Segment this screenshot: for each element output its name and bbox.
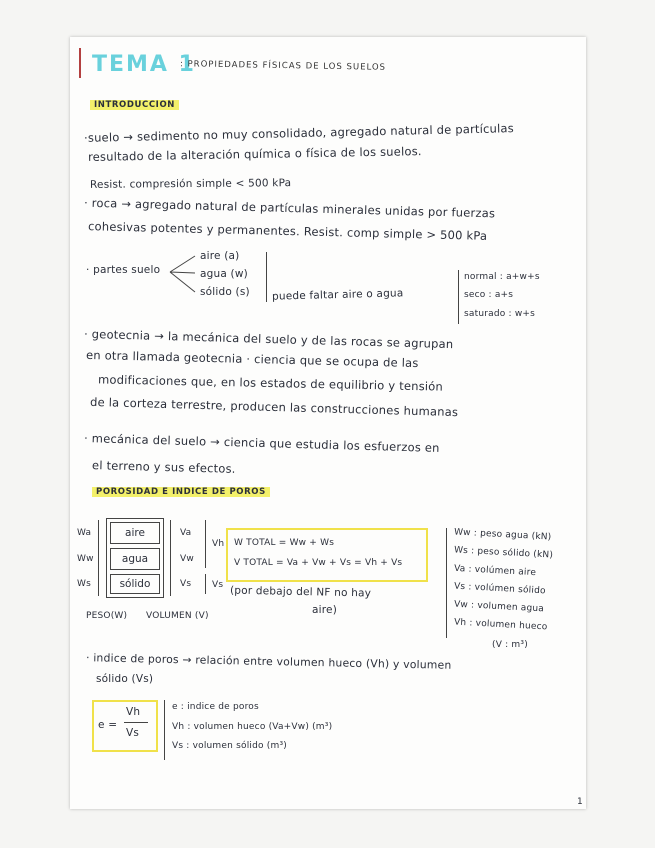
roca-line-2: cohesivas potentes y permanentes. Resist. comp simple > 500 kPa <box>87 219 488 243</box>
label-ws: Ws <box>77 579 91 589</box>
formula-denominator: Vs <box>126 727 140 739</box>
suelo-line-1: ·suelo → sedimento no muy consolidado, agregado natural de partículas <box>83 121 515 145</box>
page-number: 1 <box>577 797 583 807</box>
legend-unit: (V : m³) <box>492 640 528 650</box>
geotecnia-line-2: en otra llamada geotecnia · ciencia que se ocupa de las <box>85 347 419 371</box>
parte-solido: sólido (s) <box>200 286 250 298</box>
phase-agua: agua <box>110 548 160 570</box>
partes-suelo-label: · partes suelo <box>86 264 161 276</box>
equation-box <box>226 528 428 582</box>
label-vh: Vh <box>212 539 225 549</box>
roca-line-1: · roca → agregado natural de partículas minerales unidas por fuerzas <box>83 195 496 221</box>
vs-brace <box>205 574 206 594</box>
label-vs: Vs <box>180 579 192 589</box>
nf-note-line-2: aire) <box>312 604 337 616</box>
section-heading-porosidad: POROSIDAD E INDICE DE POROS <box>92 487 270 497</box>
section-heading-introduccion: INTRODUCCION <box>90 100 179 110</box>
def-vh: Vh : volumen hueco (Va+Vw) (m³) <box>172 722 333 732</box>
def-vs: Vs : volumen sólido (m³) <box>172 741 287 751</box>
nf-note-line-1: (por debajo del NF no hay <box>229 584 372 600</box>
estado-normal: normal : a+w+s <box>464 272 540 282</box>
phase-solido: sólido <box>110 574 160 594</box>
def-e: e : indice de poros <box>172 702 259 712</box>
peso-label: PESO(W) <box>86 611 128 621</box>
geotecnia-line-4: de la corteza terrestre, producen las construcciones humanas <box>89 394 459 420</box>
label-va: Va <box>180 528 192 538</box>
indice-line-1: · indice de poros → relación entre volumen hueco (Vh) y volumen <box>85 651 452 672</box>
legend-va: Va : volúmen aire <box>453 563 537 579</box>
eq-v-total: V TOTAL = Va + Vw + Vs = Vh + Vs <box>234 558 403 568</box>
phase-aire: aire <box>110 522 160 544</box>
formula-fraction-bar <box>124 722 148 723</box>
vh-brace <box>205 520 206 568</box>
legend-vs: Vs : volúmen sólido <box>453 581 546 597</box>
label-wa: Wa <box>77 528 92 538</box>
legend-brace <box>446 528 447 638</box>
defs-brace <box>164 700 165 760</box>
estados-brace <box>458 270 459 324</box>
page-title: TEMA 1 <box>92 52 196 77</box>
formula-lhs: e = <box>98 719 118 731</box>
volumen-label: VOLUMEN (V) <box>146 611 209 621</box>
mecanica-line-2: el terreno y sus efectos. <box>91 458 236 476</box>
indice-line-2: sólido (Vs) <box>96 673 154 685</box>
mecanica-line-1: · mecánica del suelo → ciencia que estudia los esfuerzos en <box>83 431 440 455</box>
legend-vw: Vw : volumen agua <box>453 599 545 615</box>
volumes-brace <box>170 520 171 596</box>
parte-aire: aire (a) <box>200 250 240 262</box>
suelo-line-3: Resist. compresión simple < 500 kPa <box>89 177 292 191</box>
eq-w-total: W TOTAL = Ww + Ws <box>234 538 335 548</box>
partes-note: puede faltar aire o agua <box>271 287 404 303</box>
parte-agua: agua (w) <box>200 268 248 280</box>
geotecnia-line-3: modificaciones que, en los estados de equilibrio y tensión <box>97 372 444 394</box>
label-ww: Ww <box>77 554 94 564</box>
estado-seco: seco : a+s <box>464 290 514 300</box>
legend-ws: Ws : peso sólido (kN) <box>453 545 554 561</box>
label-vw: Vw <box>180 554 194 564</box>
geotecnia-line-1: · geotecnia → la mecánica del suelo y de las rocas se agrupan <box>83 326 454 352</box>
legend-vh: Vh : volumen hueco <box>453 617 548 633</box>
label-vs-side: Vs <box>212 580 224 590</box>
page-subtitle: : PROPIEDADES FÍSICAS DE LOS SUELOS <box>179 59 387 73</box>
formula-numerator: Vh <box>126 706 141 718</box>
partes-brace <box>266 252 267 302</box>
weights-brace <box>98 520 99 596</box>
suelo-line-2: resultado de la alteración química o física de los suelos. <box>87 144 422 164</box>
legend-ww: Ww : peso agua (kN) <box>453 527 552 543</box>
estado-saturado: saturado : w+s <box>464 309 536 319</box>
